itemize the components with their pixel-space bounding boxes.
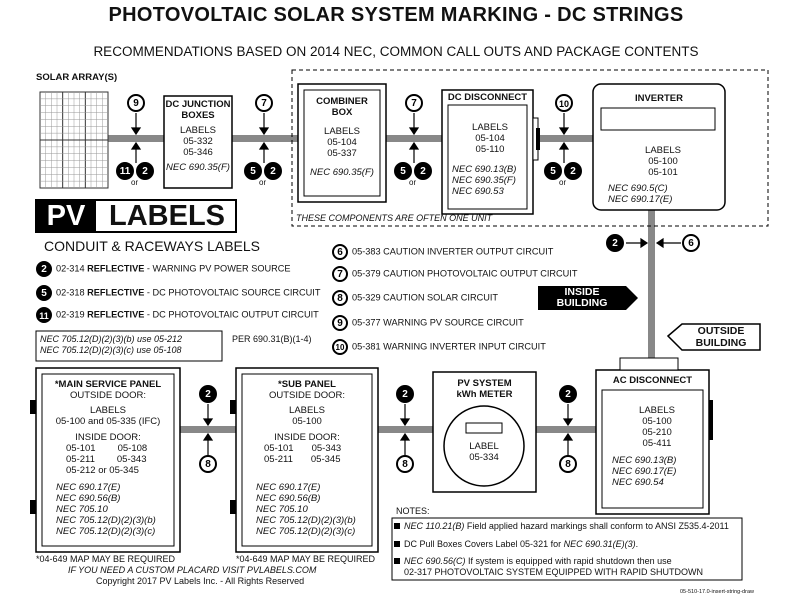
meter-title1: PV SYSTEM	[457, 378, 512, 389]
page-subtitle: RECOMMENDATIONS BASED ON 2014 NEC, COMMON CALL OUTS AND PACKAGE CONTENTS	[93, 44, 699, 59]
outside-building-label	[682, 325, 760, 349]
ac-disconnect-l2: 05-210	[642, 427, 672, 438]
main-panel-nec: NEC 690.17(E)	[56, 482, 121, 493]
main-panel-title: *MAIN SERVICE PANEL	[54, 379, 162, 390]
inverter-labels: LABELS	[645, 145, 681, 156]
conduit-inverter-acdisconnect	[648, 210, 655, 358]
nec-note-l2: NEC 705.12(D)(2)(3)(c) use 05-108	[40, 345, 182, 355]
footer-copyright: Copyright 2017 PV Labels Inc. - All Rights Reserved	[96, 576, 305, 586]
conduit-item	[36, 285, 320, 301]
conduit-code: 02-318	[56, 287, 85, 298]
caution-item	[332, 339, 546, 355]
sub-panel-code: 05-211	[264, 454, 293, 465]
conduit-main-sub	[180, 426, 236, 433]
dc-disconnect-title: DC DISCONNECT	[447, 92, 528, 103]
sub-panel-labels: LABELS	[289, 405, 325, 416]
ac-disconnect-title: AC DISCONNECT	[612, 375, 693, 386]
marker-2: 2	[264, 162, 282, 180]
note-2-period: .	[635, 539, 639, 549]
dc-disconnect-n1: NEC 690.13(B)	[452, 164, 517, 175]
main-panel-code: 05-211	[66, 454, 95, 465]
combiner-box	[304, 96, 380, 178]
main-panel-code: 05-108	[117, 443, 148, 454]
inverter-l2: 05-101	[648, 167, 678, 178]
caution-item	[332, 290, 498, 306]
marker-8: 8	[332, 290, 348, 306]
combiner-l2: 05-337	[327, 148, 357, 159]
marker-5: 5	[36, 285, 52, 301]
conduit-combiner-dcdisconnect	[386, 135, 442, 142]
caution-item	[332, 266, 577, 282]
marker-10: 10	[332, 339, 348, 355]
or-text: or	[409, 178, 417, 187]
solar-array-icon	[40, 92, 108, 188]
caution-text: 05-377 WARNING PV SOURCE CIRCUIT	[352, 317, 524, 328]
main-panel-code: 05-101	[66, 443, 96, 454]
conduit-code: 02-319	[56, 309, 85, 320]
logo-pv: PV	[46, 200, 86, 232]
combiner-labels: LABELS	[324, 126, 360, 137]
dc-disconnect-l1: 05-104	[475, 133, 505, 144]
nec-note-box	[40, 334, 182, 356]
conduit-item	[36, 261, 291, 277]
dc-disconnect-labels: LABELS	[472, 122, 508, 133]
note-3	[404, 556, 672, 567]
marker-8: 8	[396, 455, 414, 473]
ac-disconnect-n1: NEC 690.13(B)	[612, 455, 677, 466]
conduit-sub-meter	[378, 426, 433, 433]
combiner-title2: BOX	[331, 107, 353, 118]
marker-2: 2	[414, 162, 432, 180]
dc-disconnect-box	[452, 122, 528, 197]
sub-panel-nec: NEC 705.12(D)(2)(3)(b)	[256, 515, 356, 526]
caution-text: 05-329 CAUTION SOLAR CIRCUIT	[352, 292, 499, 303]
notes-title: NOTES:	[396, 506, 430, 516]
footer-code: 05-510-17.0-insert-string-draw	[680, 589, 754, 595]
marker-2: 2	[606, 234, 624, 252]
sub-panel-nec: NEC 705.10	[256, 504, 308, 515]
ac-disconnect-box	[612, 405, 702, 488]
outside-building-l1: OUTSIDE	[697, 325, 745, 337]
sub-panel-nec: NEC 690.17(E)	[256, 482, 321, 493]
marker-7: 7	[332, 266, 348, 282]
caution-text: 05-381 WARNING INVERTER INPUT CIRCUIT	[352, 341, 546, 352]
sub-panel-code: 05-345	[310, 454, 341, 465]
dc-junction-l1: 05-332	[183, 136, 213, 147]
ac-disconnect-n3: NEC 690.54	[612, 477, 664, 488]
inverter-title: INVERTER	[634, 93, 684, 104]
meter-title	[433, 378, 536, 400]
conduit-text: - WARNING PV POWER SOURCE	[144, 263, 291, 274]
main-panel-outside-labels: 05-100 and 05-335 (IFC)	[55, 416, 161, 427]
main-panel-nec: NEC 705.12(D)(2)(3)(b)	[56, 515, 156, 526]
inverter-n1: NEC 690.5(C)	[608, 183, 668, 194]
caution-item	[332, 315, 524, 331]
main-panel-nec: NEC 705.12(D)(2)(3)(c)	[56, 526, 156, 537]
dc-disconnect-n3: NEC 690.53	[452, 186, 504, 197]
main-panel-labels: LABELS	[90, 405, 126, 416]
solar-array-label: SOLAR ARRAY(S)	[36, 72, 118, 83]
conduit-code: 02-314	[56, 263, 85, 274]
main-panel-code: 05-212 or 05-345	[66, 465, 139, 476]
outside-building-l2: BUILDING	[695, 337, 747, 349]
inverter-n2: NEC 690.17(E)	[608, 194, 673, 205]
marker-7: 7	[405, 94, 423, 112]
ac-disconnect-n2: NEC 690.17(E)	[612, 466, 677, 477]
marker-11: 11	[116, 162, 134, 180]
meter-label-text: LABEL	[469, 441, 499, 452]
marker-9: 9	[127, 94, 145, 112]
logo-labels: LABELS	[109, 200, 225, 232]
conduit-bold: REFLECTIVE	[87, 287, 145, 298]
marker-10: 10	[555, 94, 573, 112]
note-2-ref: NEC 690.31(E)(3)	[563, 539, 636, 549]
conduit-text: - DC PHOTOVOLTAIC SOURCE CIRCUIT	[144, 287, 321, 298]
combiner-title1: COMBINER	[316, 96, 368, 107]
ac-disconnect-l1: 05-100	[642, 416, 672, 427]
marker-8: 8	[559, 455, 577, 473]
caution-text: 05-383 CAUTION INVERTER OUTPUT CIRCUIT	[352, 246, 554, 257]
marker-2: 2	[136, 162, 154, 180]
combiner-nec: NEC 690.35(F)	[310, 167, 374, 178]
marker-6: 6	[682, 234, 700, 252]
sub-panel-nec: NEC 705.12(D)(2)(3)(c)	[256, 526, 356, 537]
dc-junction-nec: NEC 690.35(F)	[166, 162, 230, 173]
ac-disconnect-l3: 05-411	[642, 438, 672, 449]
or-text: or	[559, 178, 567, 187]
conduit-bold: REFLECTIVE	[87, 263, 145, 274]
main-panel-code: 05-343	[116, 454, 147, 465]
note-2	[404, 539, 638, 550]
marker-2: 2	[559, 385, 577, 403]
marker-11: 11	[36, 307, 52, 323]
meter-code: 05-334	[469, 452, 499, 463]
inside-building-l1: INSIDE	[564, 286, 600, 298]
marker-9: 9	[332, 315, 348, 331]
ac-disconnect-labels: LABELS	[639, 405, 675, 416]
footer-custom: IF YOU NEED A CUSTOM PLACARD VISIT PVLABELS.COM	[68, 565, 317, 575]
sub-panel-title: *SUB PANEL	[278, 379, 336, 390]
sub-panel-map: *04-649 MAP MAY BE REQUIRED	[236, 554, 376, 564]
note-1	[404, 521, 729, 532]
meter-title2: kWh METER	[456, 389, 513, 400]
per-note: PER 690.31(B)(1-4)	[232, 334, 312, 344]
dc-disconnect-n2: NEC 690.35(F)	[452, 175, 516, 186]
or-text: or	[131, 178, 139, 187]
dc-junction-l2: 05-346	[183, 147, 213, 158]
note-1-ref: NEC 110.21(B)	[404, 521, 465, 531]
conduit-meter-acdisconnect	[536, 426, 596, 433]
marker-5: 5	[394, 162, 412, 180]
combiner-l1: 05-104	[327, 137, 357, 148]
conduit-text: - DC PHOTOVOLTAIC OUTPUT CIRCUIT	[144, 309, 319, 320]
marker-7: 7	[255, 94, 273, 112]
note-1-text: Field applied hazard markings shall conform to ANSI Z535.4-2011	[464, 521, 729, 531]
sub-panel-code: 05-101	[264, 443, 294, 454]
conduit-item	[36, 307, 319, 323]
dc-junction-labels: LABELS	[180, 125, 216, 136]
or-text: or	[259, 178, 267, 187]
sub-panel-code: 05-343	[311, 443, 342, 454]
marker-2: 2	[564, 162, 582, 180]
note-3-continued: 02-317 PHOTOVOLTAIC SYSTEM EQUIPPED WITH RAPID SHUTDOWN	[404, 567, 704, 577]
marker-5: 5	[244, 162, 262, 180]
main-panel-nec: NEC 690.56(B)	[56, 493, 121, 504]
sub-panel-nec: NEC 690.56(B)	[256, 493, 321, 504]
inside-building-label	[538, 287, 626, 309]
caution-text: 05-379 CAUTION PHOTOVOLTAIC OUTPUT CIRCUIT	[352, 268, 578, 279]
dashed-unit-note: THESE COMPONENTS ARE OFTEN ONE UNIT	[296, 213, 493, 223]
conduit-array-junction	[108, 135, 164, 142]
sub-panel-outside-labels: 05-100	[292, 416, 322, 427]
marker-2: 2	[199, 385, 217, 403]
inverter-box	[608, 145, 718, 205]
note-3-text: If system is equipped with rapid shutdown then use	[465, 556, 672, 566]
sub-panel-outside: OUTSIDE DOOR:	[268, 390, 345, 401]
inverter-l1: 05-100	[648, 156, 678, 167]
caution-item	[332, 244, 553, 260]
marker-8: 8	[199, 455, 217, 473]
dc-junction-title1: DC JUNCTION	[165, 99, 231, 110]
dc-junction-title2: BOXES	[181, 110, 215, 121]
marker-2: 2	[36, 261, 52, 277]
main-panel-inside: INSIDE DOOR:	[75, 432, 141, 443]
conduit-bold: REFLECTIVE	[87, 309, 145, 320]
dc-junction-box	[164, 99, 232, 173]
inside-building-l2: BUILDING	[556, 297, 608, 309]
main-panel-outside: OUTSIDE DOOR:	[69, 390, 146, 401]
conduit-title: CONDUIT & RACEWAYS LABELS	[44, 238, 261, 254]
marker-5: 5	[544, 162, 562, 180]
main-panel-map: *04-649 MAP MAY BE REQUIRED	[36, 554, 176, 564]
meter-label	[454, 441, 514, 463]
note-2-text: DC Pull Boxes Covers Label 05-321 for	[404, 539, 564, 549]
note-3-ref: NEC 690.56(C)	[404, 556, 466, 566]
conduit-dcdisconnect-inverter	[533, 135, 593, 142]
nec-note-l1: NEC 705.12(D)(2)(3)(b) use 05-212	[40, 334, 183, 344]
page-title: PHOTOVOLTAIC SOLAR SYSTEM MARKING - DC STRINGS	[108, 4, 684, 26]
dc-disconnect-l2: 05-110	[475, 144, 505, 155]
sub-panel	[244, 379, 370, 537]
marker-6: 6	[332, 244, 348, 260]
sub-panel-inside: INSIDE DOOR:	[274, 432, 340, 443]
conduit-junction-combiner	[232, 135, 298, 142]
main-panel-nec: NEC 705.10	[56, 504, 108, 515]
marker-2: 2	[396, 385, 414, 403]
main-service-panel	[44, 379, 172, 537]
